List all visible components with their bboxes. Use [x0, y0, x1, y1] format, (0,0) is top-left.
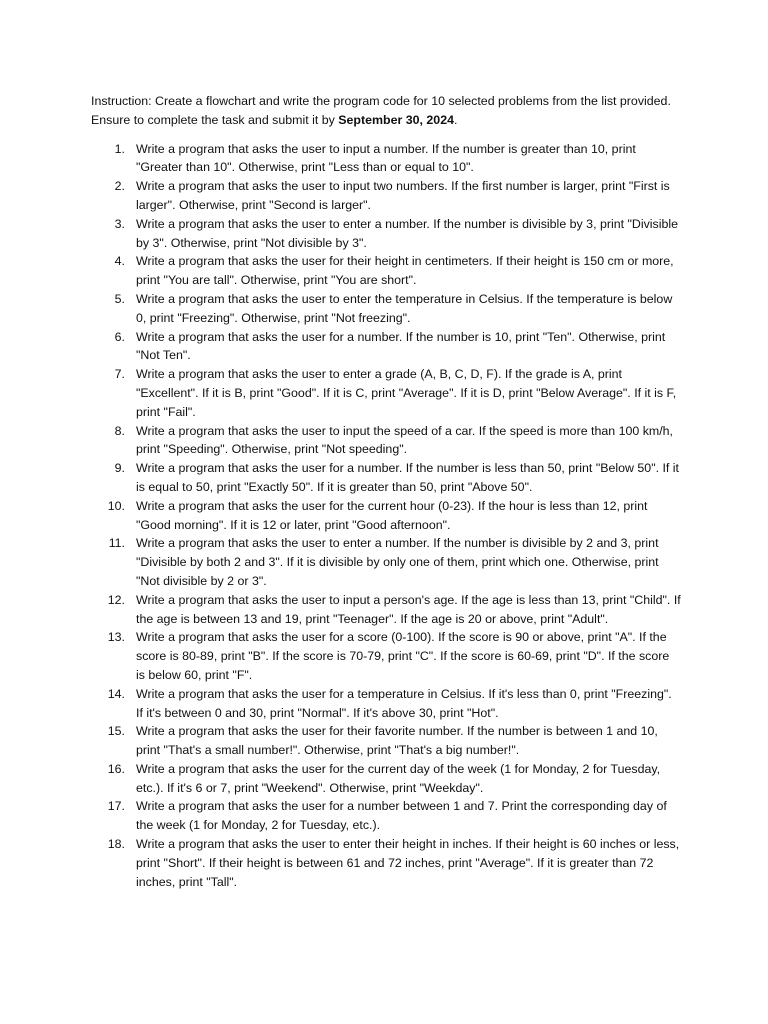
problem-item: [91, 797, 681, 835]
problem-item: [91, 177, 681, 215]
problem-text: Write a program that asks the user for the current hour (0-23). If the hour is less than 12, print "Good morning". If it is 12 or later, print "Good afternoon".: [136, 498, 648, 532]
problem-item: [91, 459, 681, 497]
problem-number: 3.: [114, 216, 125, 231]
problem-number: 1.: [114, 141, 125, 156]
problem-list: [91, 140, 681, 892]
problem-item: [91, 422, 681, 460]
problem-item: [91, 215, 681, 253]
problem-number: 10.: [107, 498, 125, 513]
problem-text: Write a program that asks the user to input a number. If the number is greater than 10, print "Greater than 10". Otherwise, print "Less than or equal to 10".: [136, 141, 636, 175]
problem-number: 11.: [108, 536, 125, 551]
problem-item: [91, 534, 681, 590]
problem-number: 5.: [114, 291, 125, 306]
problem-text: Write a program that asks the user to enter a grade (A, B, C, D, F). If the grade is A, print "Excellent". If it is B, print "Good". If it is C, print "Average". If it is D, print "Below Average". If it is F, print "Fail".: [136, 367, 677, 419]
problem-text: Write a program that asks the user to input the speed of a car. If the speed is more than 100 km/h, print "Speeding". Otherwise, print "Not speeding".: [136, 423, 673, 457]
document-page: [91, 92, 681, 891]
problem-text: Write a program that asks the user to enter a number. If the number is divisible by 3, print "Divisible by 3". Otherwise, print "Not divisible by 3".: [136, 216, 679, 250]
instruction-period: .: [453, 112, 458, 127]
problem-number: 12.: [107, 592, 125, 607]
deadline-date: September 30, 2024: [338, 112, 454, 127]
problem-item: [91, 290, 681, 328]
problem-text: Write a program that asks the user to input a person's age. If the age is less than 13, print "Child". If the age is between 13 and 19, print "Teenager". If the age is 20 or above, print "Adult".: [136, 592, 681, 626]
problem-number: 4.: [114, 254, 125, 269]
problem-number: 9.: [114, 461, 125, 476]
problem-item: [91, 497, 681, 535]
problem-number: 14.: [107, 686, 125, 701]
problem-item: [91, 591, 681, 629]
problem-text: Write a program that asks the user for their height in centimeters. If their height is 150 cm or more, print "You are tall". Otherwise, print "You are short".: [136, 254, 674, 288]
problem-item: [91, 760, 681, 798]
problem-number: 16.: [107, 761, 125, 776]
problem-text: Write a program that asks the user for a number between 1 and 7. Print the corresponding day of the week (1 for Monday, 2 for Tuesday, etc.).: [136, 799, 667, 833]
problem-item: [91, 328, 681, 366]
problem-number: 13.: [107, 630, 125, 645]
problem-text: Write a program that asks the user to enter the temperature in Celsius. If the temperature is below 0, print "Freezing". Otherwise, print "Not freezing".: [136, 291, 673, 325]
problem-number: 7.: [114, 367, 125, 382]
problem-text: Write a program that asks the user to enter a number. If the number is divisible by 2 and 3, print "Divisible by both 2 and 3". If it is divisible by only one of them, print which one. Otherwise, print "Not divisible by 2 or 3".: [136, 536, 659, 588]
problem-number: 6.: [114, 329, 125, 344]
problem-item: [91, 835, 681, 891]
problem-text: Write a program that asks the user to input two numbers. If the first number is larger, print "First is larger". Otherwise, print "Second is larger".: [136, 179, 670, 212]
problem-text: Write a program that asks the user for the current day of the week (1 for Monday, 2 for Tuesday, etc.). If it's 6 or 7, print "Weekend". Otherwise, print "Weekday".: [136, 761, 661, 795]
problem-text: Write a program that asks the user for a temperature in Celsius. If it's less than 0, print "Freezing". If it's between 0 and 30, print "Normal". If it's above 30, print "Hot".: [136, 686, 672, 720]
instruction-paragraph: [91, 92, 681, 130]
problem-item: [91, 140, 681, 178]
problem-number: 17.: [107, 799, 125, 814]
problem-text: Write a program that asks the user for a number. If the number is 10, print "Ten". Otherwise, print "Not Ten".: [136, 329, 666, 363]
problem-item: [91, 252, 681, 290]
problem-text: Write a program that asks the user to enter their height in inches. If their height is 60 inches or less, print "Short". If their height is between 61 and 72 inches, print "Average". If it is greater than 72 inches, print "Tall".: [136, 837, 680, 889]
problem-text: Write a program that asks the user for their favorite number. If the number is between 1 and 10, print "That's a small number!". Otherwise, print "That's a big number!".: [136, 724, 658, 758]
instruction-text: Instruction: Create a flowchart and write the program code for 10 selected problems from the list provided. Ensure to complete the task and submit it by: [91, 94, 671, 127]
problem-number: 8.: [114, 423, 125, 438]
problem-item: [91, 722, 681, 760]
problem-number: 15.: [107, 724, 125, 739]
problem-item: [91, 628, 681, 684]
problem-item: [91, 685, 681, 723]
problem-number: 18.: [107, 837, 125, 852]
problem-item: [91, 365, 681, 421]
problem-text: Write a program that asks the user for a number. If the number is less than 50, print "Below 50". If it is equal to 50, print "Exactly 50". If it is greater than 50, print "Above 50".: [136, 461, 679, 494]
problem-text: Write a program that asks the user for a score (0-100). If the score is 90 or above, print "A". If the score is 80-89, print "B". If the score is 70-79, print "C". If the score is 60-69, print "D". If the score is below 60, print "F".: [136, 630, 670, 682]
problem-number: 2.: [114, 179, 125, 194]
